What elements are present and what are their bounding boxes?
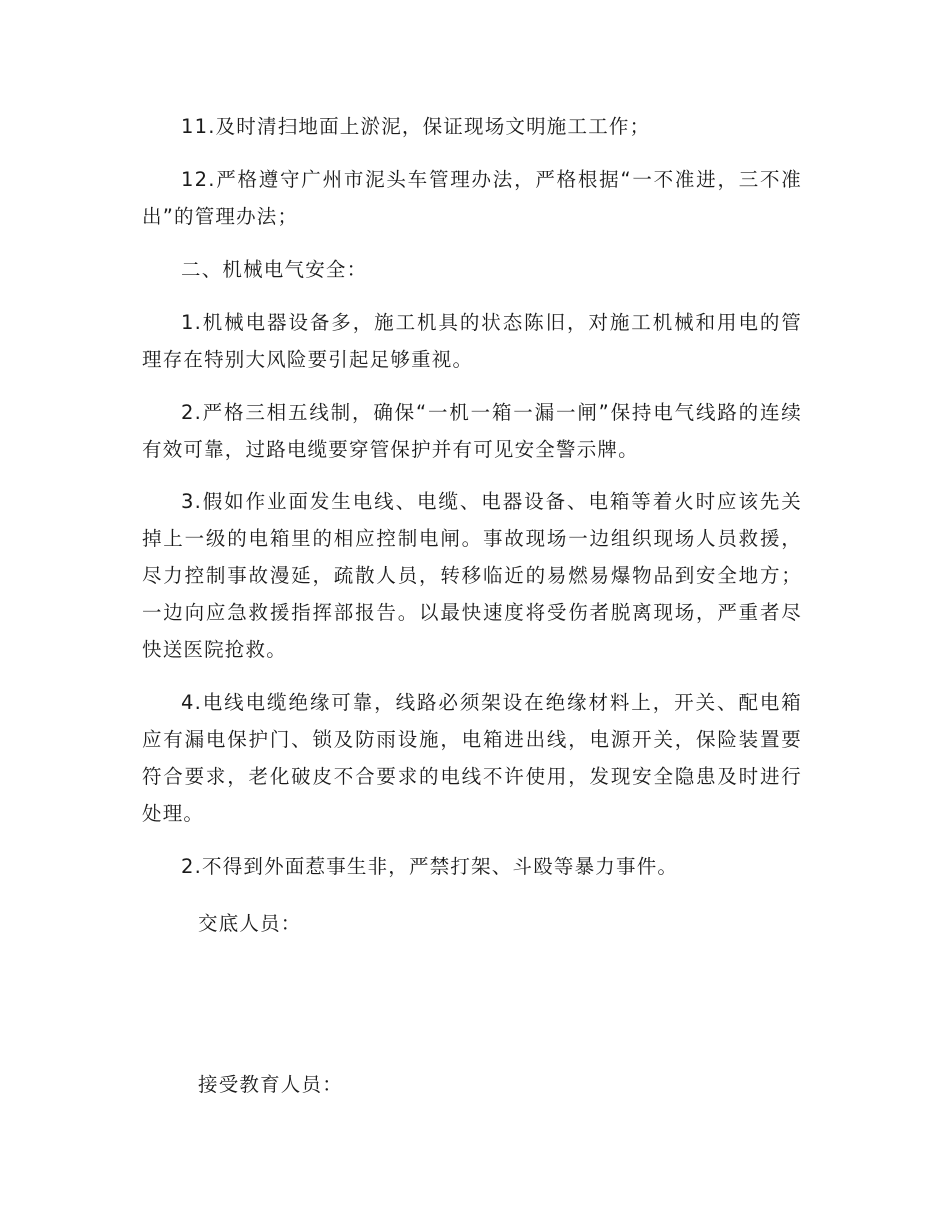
- electrical-item-4-paragraph: 4.电线电缆绝缘可靠，线路必须架设在绝缘材料上，开关、配电箱应有漏电保护门、锁及防雨设施，电箱进出线，电源开关，保险装置要符合要求，老化破皮不合要求的电线不许使用，发现安全隐患及时进行处理。: [142, 691, 802, 825]
- briefing-person-label: 交底人员：: [198, 912, 302, 935]
- trainees-label: 接受教育人员：: [198, 1073, 343, 1096]
- electrical-item-1-paragraph: 1.机械电器设备多，施工机具的状态陈旧，对施工机械和用电的管理存在特别大风险要引起足够重视。: [142, 311, 802, 371]
- item-11-paragraph: 11.及时清扫地面上淤泥，保证现场文明施工工作；: [181, 115, 651, 138]
- item-12-paragraph: 12.严格遵守广州市泥头车管理办法，严格根据“一不准进，三不准出”的管理办法；: [142, 168, 802, 228]
- electrical-item-3-paragraph: 3.假如作业面发生电线、电缆、电器设备、电箱等着火时应该先关掉上一级的电箱里的相应控制电闸。事故现场一边组织现场人员救援，尽力控制事故漫延，疏散人员，转移临近的易燃易爆物品到安全地方；一边向应急救援指挥部报告。以最快速度将受伤者脱离现场，严重者尽快送医院抢救。: [142, 490, 802, 661]
- conduct-item-paragraph: 2.不得到外面惹事生非，严禁打架、斗殴等暴力事件。: [181, 855, 679, 878]
- section-heading-mechanical-electrical: 二、机械电气安全：: [181, 258, 368, 281]
- electrical-item-2-paragraph: 2.严格三相五线制，确保“一机一箱一漏一闸”保持电气线路的连续有效可靠，过路电缆要穿管保护并有可见安全警示牌。: [142, 401, 802, 461]
